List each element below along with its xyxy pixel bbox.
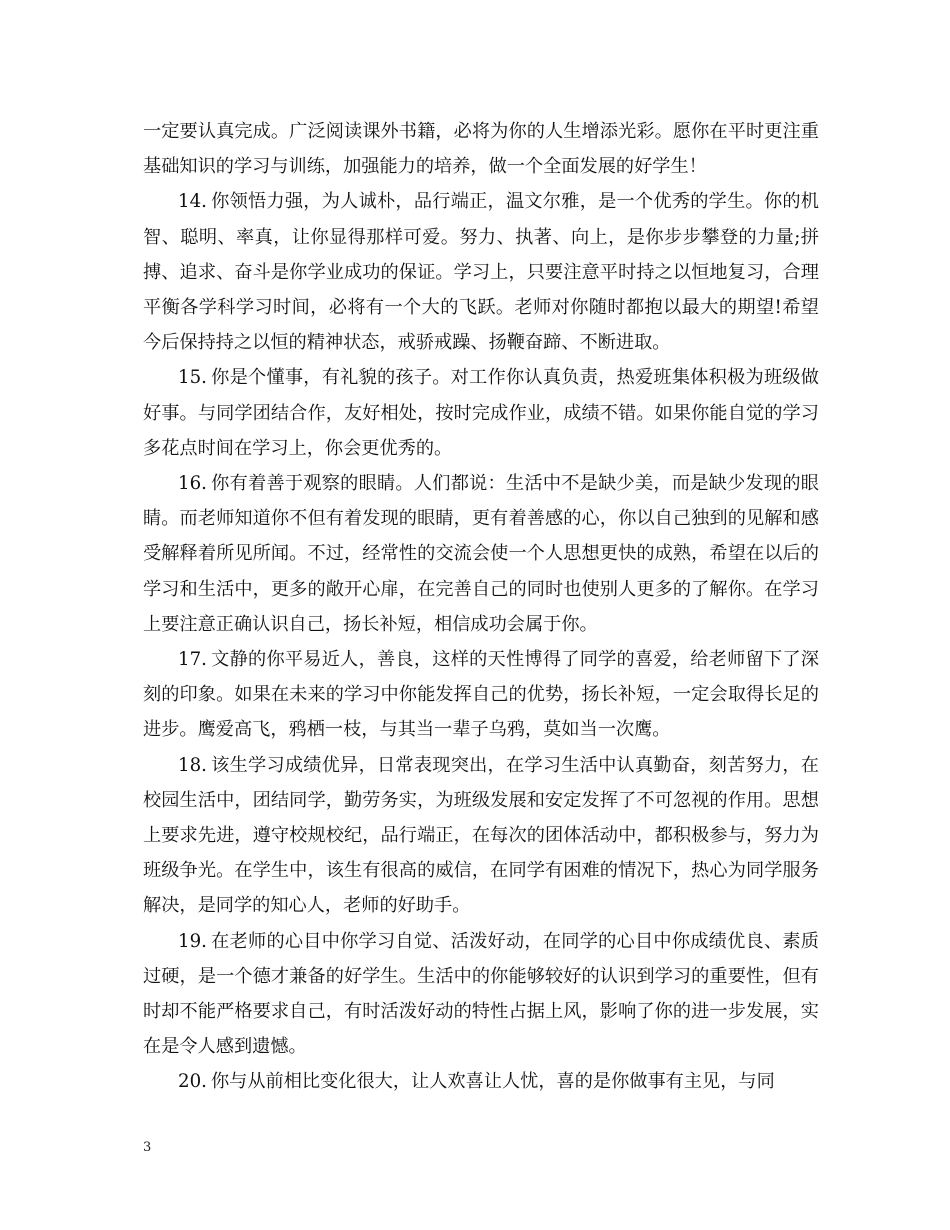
paragraph-number: 15.: [178, 367, 207, 389]
paragraph-16: [143, 466, 819, 642]
paragraph-text: 一定要认真完成。广泛阅读课外书籍，必将为你的人生增添光彩。愿你在平时更注重基础知识的学习与训练，加强能力的培养，做一个全面发展的好学生！: [143, 121, 819, 178]
paragraph-text: 你领悟力强，为人诚朴，品行端正，温文尔雅，是一个优秀的学生。你的机智、聪明、率真，让你显得那样可爱。努力、执著、向上，是你步步攀登的力量;拼搏、追求、奋斗是你学业成功的保证。学习上，只要注意平时持之以恒地复习，合理平衡各学科学习时间，必将有一个大的飞跃。老师对你随时都抱以最大的期望!希望今后保持持之以恒的精神状态，戒骄戒躁、扬鞭奋蹄、不断进取。: [143, 191, 819, 354]
paragraph-text: 你是个懂事，有礼貌的孩子。对工作你认真负责，热爱班集体积极为班级做好事。与同学团结合作，友好相处，按时完成作业，成绩不错。如果你能自觉的学习多花点时间在学习上，你会更优秀的。: [143, 367, 819, 459]
paragraph-18: [143, 748, 819, 924]
paragraph-text: 你有着善于观察的眼睛。人们都说：生活中不是缺少美，而是缺少发现的眼睛。而老师知道你不但有着发现的眼睛，更有着善感的心，你以自己独到的见解和感受解释着所见所闻。不过，经常性的交流会使一个人思想更快的成熟，希望在以后的学习和生活中，更多的敞开心扉，在完善自己的同时也使别人更多的了解你。在学习上要注意正确认识自己，扬长补短，相信成功会属于你。: [143, 473, 819, 635]
paragraph-continued: [143, 114, 819, 184]
paragraph-15: [143, 360, 819, 466]
paragraph-19: [143, 924, 819, 1065]
paragraph-number: 14.: [178, 191, 207, 213]
paragraph-text: 你与从前相比变化很大，让人欢喜让人忧，喜的是你做事有主见，与同: [210, 1071, 775, 1093]
paragraph-number: 20.: [178, 1071, 207, 1093]
paragraph-text: 该生学习成绩优异，日常表现突出，在学习生活中认真勤奋，刻苦努力，在校园生活中，团结同学，勤劳务实，为班级发展和安定发挥了不可忽视的作用。思想上要求先进，遵守校规校纪，品行端正，在每次的团体活动中，都积极参与，努力为班级争光。在学生中，该生有很高的威信，在同学有困难的情况下，热心为同学服务解决，是同学的知心人，老师的好助手。: [143, 754, 819, 917]
paragraph-number: 19.: [178, 930, 207, 952]
paragraph-number: 18.: [178, 754, 207, 776]
page-number: 3: [143, 1140, 152, 1155]
paragraph-number: 17.: [178, 649, 207, 671]
paragraph-17: [143, 642, 819, 748]
body-text: [143, 114, 819, 1100]
paragraph-number: 16.: [178, 473, 207, 495]
paragraph-text: 在老师的心目中你学习自觉、活泼好动，在同学的心目中你成绩优良、素质过硬，是一个德才兼备的好学生。生活中的你能够较好的认识到学习的重要性，但有时却不能严格要求自己，有时活泼好动的特性占据上风，影响了你的进一步发展，实在是令人感到遗憾。: [143, 930, 819, 1058]
paragraph-20: [143, 1064, 819, 1099]
paragraph-14: [143, 184, 819, 360]
paragraph-text: 文静的你平易近人，善良，这样的天性博得了同学的喜爱，给老师留下了深刻的印象。如果在未来的学习中你能发挥自己的优势，扬长补短，一定会取得长足的进步。鹰爱高飞，鸦栖一枝，与其当一辈子乌鸦，莫如当一次鹰。: [143, 649, 819, 741]
